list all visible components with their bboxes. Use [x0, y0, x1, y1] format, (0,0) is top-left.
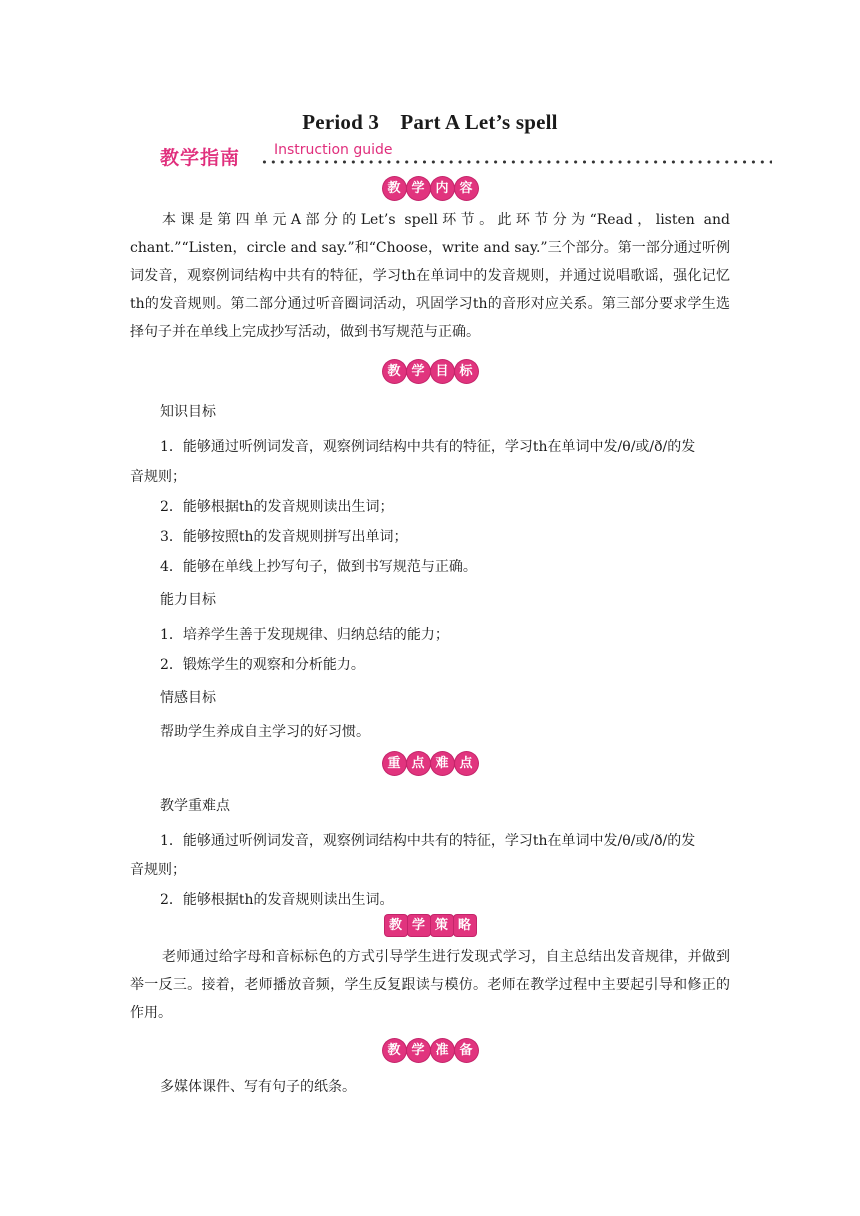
strategy-paragraph: 老师通过给字母和音标标色的方式引导学生进行发现式学习，自主总结出发音规律，并做到举一反三。接着，老师播放音频，学生反复跟读与模仿。老师在教学过程中主要起引导和修正的作用。 [130, 949, 730, 1021]
section-badge-preparation [0, 1039, 860, 1062]
guide-title-en: Instruction guide [274, 142, 393, 158]
ability-item: 2．锻炼学生的观察和分析能力。 [160, 657, 365, 673]
badge-char: 教 [383, 360, 406, 383]
badge-char: 教 [385, 915, 407, 936]
instruction-guide-header [160, 143, 772, 173]
badge-char: 备 [455, 1039, 478, 1062]
preparation-text: 多媒体课件、写有句子的纸条。 [160, 1079, 356, 1095]
badge-char: 难 [431, 752, 454, 775]
badge-char: 教 [383, 1039, 406, 1062]
badge-char: 重 [383, 752, 406, 775]
emotion-goals-heading: 情感目标 [160, 690, 216, 706]
knowledge-item: 4．能够在单线上抄写句子，做到书写规范与正确。 [160, 559, 477, 575]
page-title: Period 3 Part A Let’s spell [302, 110, 558, 134]
knowledge-item-continued: 音规则； [130, 469, 186, 485]
knowledge-goals-heading: 知识目标 [160, 404, 216, 420]
section-badge-content [0, 177, 860, 200]
badge-char: 点 [455, 752, 478, 775]
badge-char: 学 [407, 1039, 430, 1062]
badge-char: 教 [383, 177, 406, 200]
guide-title-cn: 教学指南 [160, 147, 241, 169]
dotted-divider [260, 159, 772, 165]
badge-char: 学 [407, 177, 430, 200]
keypoints-heading: 教学重难点 [160, 798, 230, 814]
badge-char: 准 [431, 1039, 454, 1062]
section-badge-keypoints [0, 752, 860, 775]
emotion-goal-text: 帮助学生养成自主学习的好习惯。 [160, 724, 370, 740]
content-paragraph: 本课是第四单元A部分的Let’s spell环节。此环节分为“Read，listen and chant.”“Listen，circle and say.”和“Choose，write and say.”三个部分。第一部分通过听例词发音，观察例词结构中共有的特征，学习th在单词中的发音规则，并通过说唱歌谣，强化记忆th的发音规则。第二部分通过听音圈词活动，巩固学习th的音形对应关系。第三部分要求学生选择句子并在单线上完成抄写活动，做到书写规范与正确。 [130, 212, 730, 340]
badge-char: 内 [431, 177, 454, 200]
badge-char: 略 [454, 915, 476, 936]
badge-char: 策 [431, 915, 453, 936]
knowledge-item: 2．能够根据th的发音规则读出生词； [160, 499, 394, 515]
badge-char: 容 [455, 177, 478, 200]
keypoint-item: 2．能够根据th的发音规则读出生词。 [160, 892, 394, 908]
keypoint-item-continued: 音规则； [130, 862, 186, 878]
badge-char: 标 [455, 360, 478, 383]
badge-char: 点 [407, 752, 430, 775]
section-badge-goals [0, 360, 860, 383]
badge-char: 学 [408, 915, 430, 936]
badge-char: 目 [431, 360, 454, 383]
badge-char: 学 [407, 360, 430, 383]
ability-goals-heading: 能力目标 [160, 592, 216, 608]
knowledge-item: 1．能够通过听例词发音，观察例词结构中共有的特征，学习th在单词中发/θ/或/ð/的发 [160, 439, 696, 455]
knowledge-item: 3．能够按照th的发音规则拼写出单词； [160, 529, 408, 545]
ability-item: 1．培养学生善于发现规律、归纳总结的能力； [160, 627, 449, 643]
section-badge-strategy [0, 915, 860, 936]
keypoint-item: 1．能够通过听例词发音，观察例词结构中共有的特征，学习th在单词中发/θ/或/ð/的发 [160, 833, 696, 849]
